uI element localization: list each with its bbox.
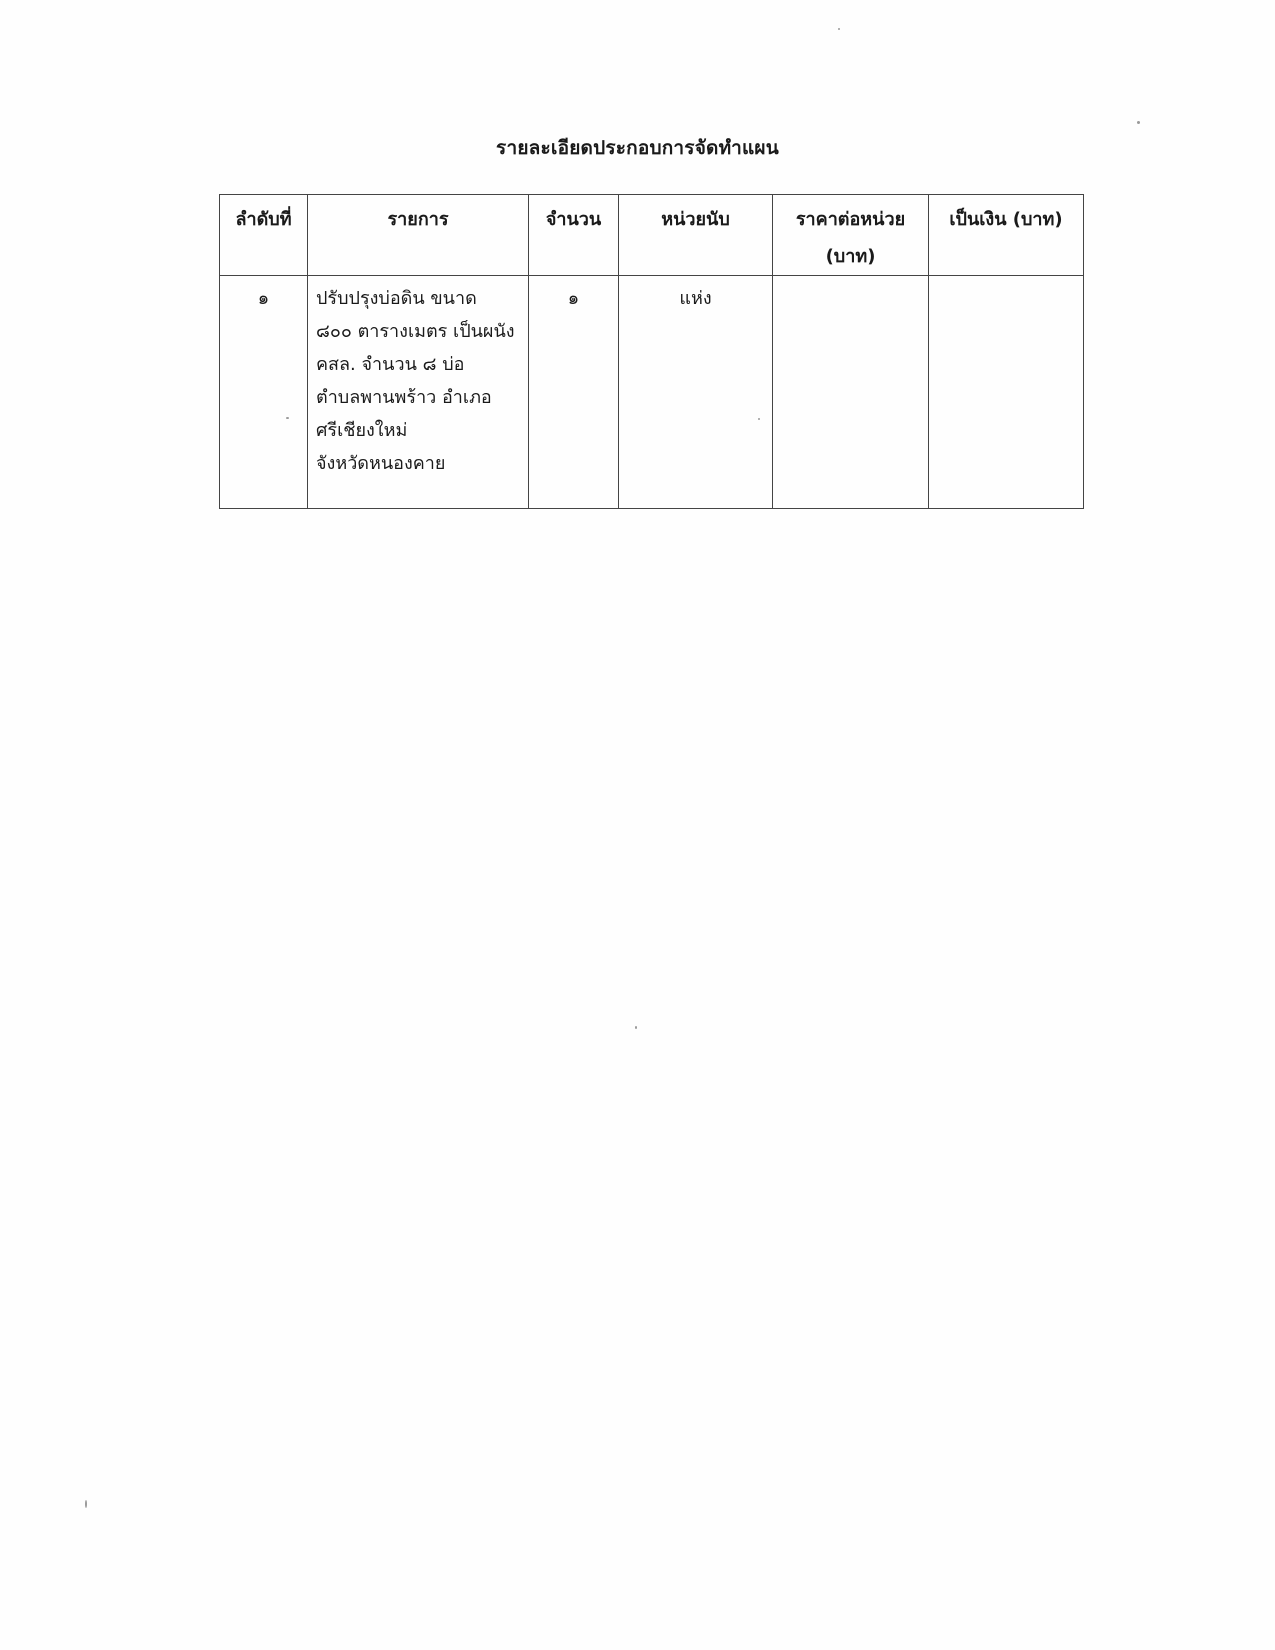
scan-speck [838, 28, 840, 30]
scan-speck [1137, 121, 1140, 124]
table-row [220, 276, 1084, 509]
scan-speck [286, 417, 289, 419]
header-unit-price: ราคาต่อหน่วย (บาท) [773, 195, 929, 276]
cell-unit-price [773, 276, 929, 509]
cell-order: ๑ [220, 276, 308, 509]
cell-item: ปรับปรุงบ่อดิน ขนาด ๘๐๐ ตารางเมตร เป็นผนัง คสล. จำนวน ๘ บ่อ ตำบลพานพร้าว อำเภอ ศรีเชียงใหม่ จังหวัดหนองคาย [308, 276, 529, 509]
scan-speck [758, 418, 760, 420]
header-quantity: จำนวน [529, 195, 619, 276]
cell-amount [929, 276, 1084, 509]
header-order: ลำดับที่ [220, 195, 308, 276]
header-item: รายการ [308, 195, 529, 276]
scan-speck [85, 1500, 87, 1508]
cell-quantity: ๑ [529, 276, 619, 509]
table-header-row [220, 195, 1084, 276]
document-title: รายละเอียดประกอบการจัดทำแผน [496, 137, 779, 159]
header-unit: หน่วยนับ [619, 195, 773, 276]
scan-speck [635, 1026, 637, 1029]
plan-detail-table [219, 194, 1084, 509]
cell-unit: แห่ง [619, 276, 773, 509]
header-amount: เป็นเงิน (บาท) [929, 195, 1084, 276]
